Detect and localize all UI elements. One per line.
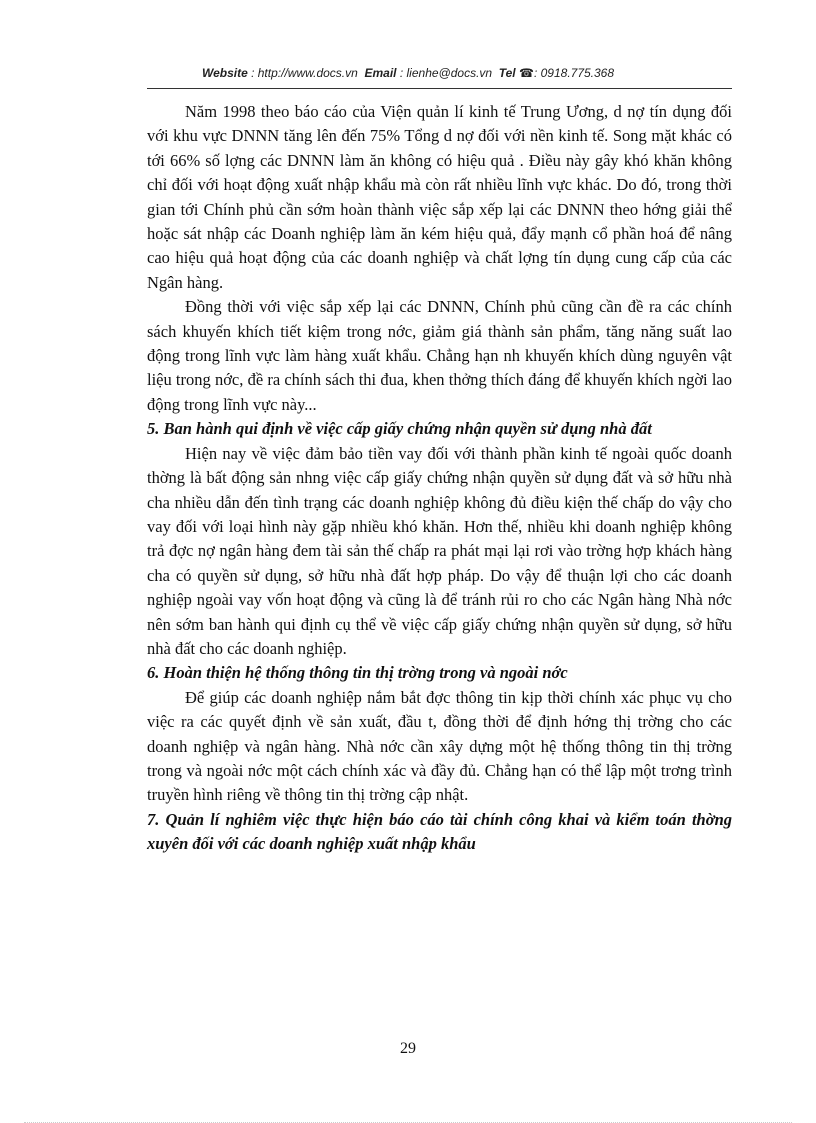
tel-value: : 0918.775.368 <box>533 66 615 80</box>
paragraph-1: Năm 1998 theo báo cáo của Viện quản lí kinh tế Trung Ương, d nợ tín dụng đối với khu vực DNNN tăng lên đến 75% Tổng d nợ đối với nền kinh tế. Song mặt khác có tới 66% số lợng các DNNN làm ăn không có hiệu quả . Điều này gây khó khăn không chỉ đối với hoạt động xuất nhập khẩu mà còn rất nhiều lĩnh vực khác. Do đó, trong thời gian tới Chính phủ cần sớm hoàn thành việc sắp xếp lại các DNNN theo hớng giải thể hoặc sát nhập các Doanh nghiệp làm ăn kém hiệu quả, đẩy mạnh cổ phần hoá để nâng cao hiệu quả hoạt động của các doanh nghiệp và chất lợng tín dụng cung cấp của các Ngân hàng. <box>147 102 732 292</box>
website-label: Website <box>201 66 248 80</box>
paragraph-2: Đồng thời với việc sắp xếp lại các DNNN, Chính phủ cũng cần đề ra các chính sách khuyến khích tiết kiệm trong nớc, giảm giá thành sản phẩm, tăng năng suất lao động trong lĩnh vực làm hàng xuất khẩu. Chẳng hạn nh khuyến khích dùng nguyên vật liệu trong nớc, đề ra chính sách thi đua, khen thởng thích đáng để khuyến khích ngời lao động trong lĩnh vực này... <box>147 297 732 414</box>
page-header <box>0 66 816 80</box>
document-body <box>147 100 732 857</box>
website-value: : http://www.docs.vn <box>251 66 358 80</box>
paragraph-3: Hiện nay về việc đảm bảo tiền vay đối với thành phần kinh tế ngoài quốc doanh thờng là bất động sản nhng việc cấp giấy chứng nhận quyền sử dụng đất và sở hữu nhà cha nhiều dẫn đến tình trạng các doanh nghiệp không đủ điều kiện thế chấp do vậy cho vay đối với loại hình này gặp nhiều khó khăn. Hơn thế, nhiều khi doanh nghiệp không trả đợc nợ ngân hàng đem tài sản thế chấp ra phát mại lại rơi vào trờng hợp khách hàng cha có quyền sử dụng, sở hữu nhà đất hợp pháp. Do vậy để thuận lợi cho các doanh nghiệp ngoài vay vốn hoạt động và cũng là để tránh rủi ro cho các Ngân hàng Nhà nớc nên sớm ban hành qui định cụ thể về việc cấp giấy chứng nhận quyền sử dụng, sở hữu nhà đất cho các doanh nghiệp. <box>147 443 732 658</box>
phone-icon: ☎ <box>519 66 534 80</box>
page-number: 29 <box>400 1040 416 1057</box>
header-rule <box>147 88 732 89</box>
heading-6: 6. Hoàn thiện hệ thống thông tin thị trờng trong và ngoài nớc <box>147 663 568 683</box>
heading-5: 5. Ban hành qui định về việc cấp giấy chứng nhận quyền sử dụng nhà đất <box>147 419 652 439</box>
paragraph-4: Để giúp các doanh nghiệp nắm bắt đợc thông tin kịp thời chính xác phục vụ cho việc ra các quyết định về sản xuất, đầu t, đồng thời để định hớng thị trờng cho các doanh nghiệp và ngân hàng. Nhà nớc cần xây dựng một hệ thống thông tin thị trờng trong và ngoài nớc một cách chính xác và đầy đủ. Chẳng hạn có thể lập một trơng trình truyền hình riêng về thông tin thị trờng cập nhật. <box>147 687 732 805</box>
tel-label: Tel <box>498 66 516 80</box>
email-label: Email <box>364 66 397 80</box>
email-value: : lienhe@docs.vn <box>399 66 493 80</box>
heading-7: 7. Quản lí nghiêm việc thực hiện báo cáo tài chính công khai và kiểm toán thờng xuyên đối với các doanh nghiệp xuất nhập khẩu <box>147 809 732 854</box>
